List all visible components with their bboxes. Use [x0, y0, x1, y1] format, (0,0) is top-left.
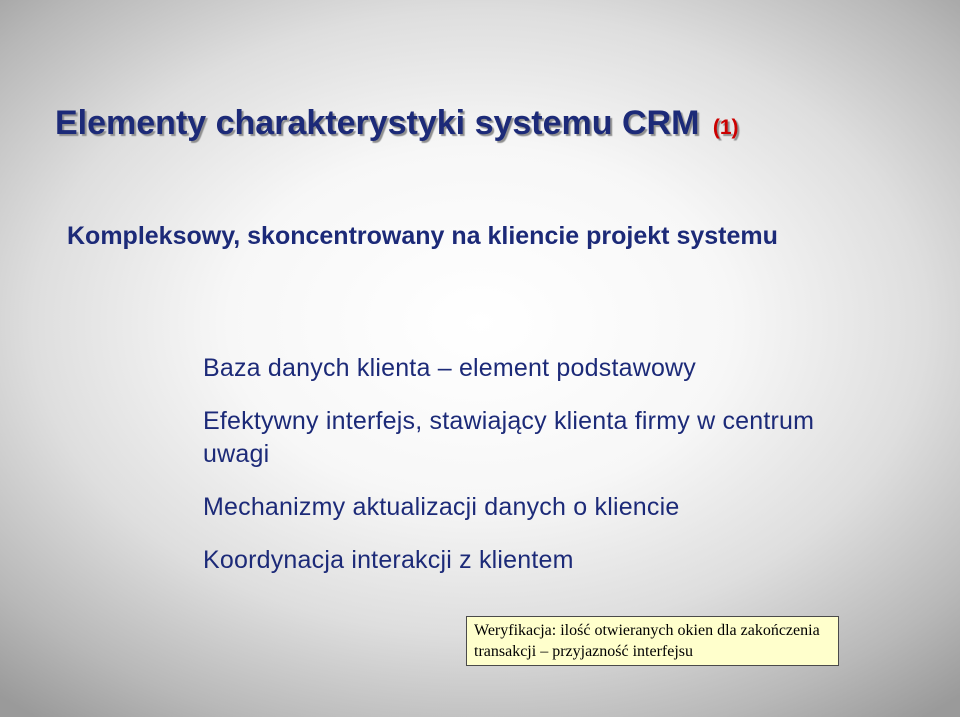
slide-subtitle: Kompleksowy, skoncentrowany na kliencie projekt systemu — [67, 222, 778, 250]
verification-note: Weryfikacja: ilość otwieranych okien dla zakończenia transakcji – przyjazność interfejsu — [466, 616, 839, 666]
slide-title-number: (1) — [712, 116, 739, 139]
bullet-list — [203, 352, 893, 577]
slide-title-text: Elementy charakterystyki systemu CRM — [55, 104, 700, 142]
bullet-item-interface: Efektywny interfejs, stawiający klienta firmy w centrum uwagi — [203, 407, 815, 468]
bullet-item-coordination: Koordynacja interakcji z klientem — [203, 546, 574, 574]
bullet-item-database: Baza danych klienta – element podstawowy — [203, 354, 697, 382]
slide-title — [55, 104, 739, 143]
bullet-item-update-mechanisms: Mechanizmy aktualizacji danych o kliencie — [203, 493, 680, 521]
